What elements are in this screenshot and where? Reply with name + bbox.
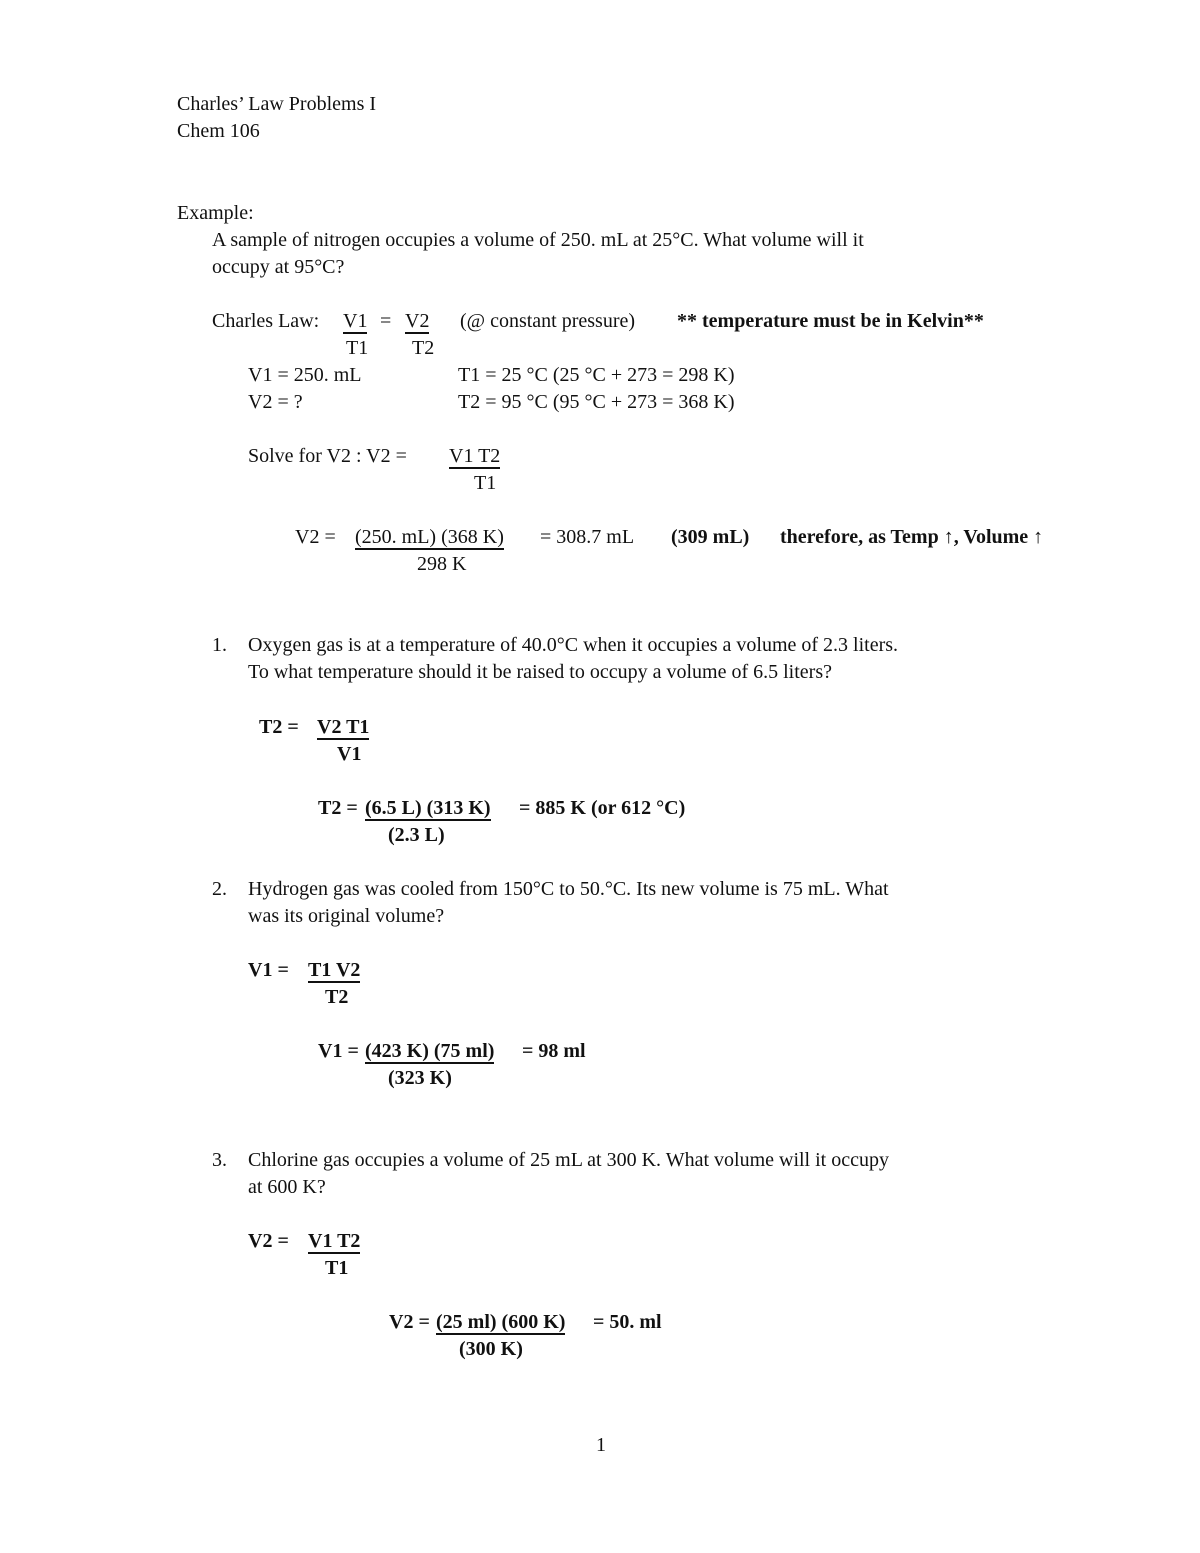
problem-1-text-line2: To what temperature should it be raised to occupy a volume of 6.5 liters? bbox=[248, 661, 832, 683]
given-v2: V2 = ? bbox=[248, 391, 303, 413]
law-constant-pressure-note: (@ constant pressure) bbox=[460, 310, 636, 332]
example-calc-lhs: V2 = bbox=[295, 526, 336, 548]
solve-for-label: Solve for V2 : V2 = bbox=[248, 445, 407, 467]
problem-2-calc-numerator: (423 K) (75 ml) bbox=[365, 1040, 495, 1062]
problem-1-formula-numerator: V2 T1 bbox=[317, 716, 370, 738]
problem-3-formula-lhs: V2 = bbox=[248, 1230, 289, 1252]
problem-1-text-line1: Oxygen gas is at a temperature of 40.0°C when it occupies a volume of 2.3 liters. bbox=[248, 634, 899, 656]
problem-3-calc-lhs: V2 = bbox=[389, 1311, 430, 1333]
problem-2-calc-lhs: V1 = bbox=[318, 1040, 359, 1062]
charles-law-label: Charles Law: bbox=[212, 310, 320, 332]
problem-2-text-line1: Hydrogen gas was cooled from 150°C to 50.°C. Its new volume is 75 mL. What bbox=[248, 878, 889, 900]
law-v2-numerator: V2 bbox=[405, 310, 430, 332]
problem-1-formula-denominator: V1 bbox=[337, 743, 362, 765]
law-v1-numerator: V1 bbox=[343, 310, 368, 332]
problem-1-calc-numerator: (6.5 L) (313 K) bbox=[365, 797, 491, 819]
solve-denominator: T1 bbox=[474, 472, 497, 494]
law-kelvin-warning: ** temperature must be in Kelvin** bbox=[677, 310, 984, 332]
document-title: Charles’ Law Problems I bbox=[177, 93, 377, 115]
problem-1-calc-lhs: T2 = bbox=[318, 797, 358, 819]
course-label: Chem 106 bbox=[177, 120, 260, 142]
problem-3-text-line1: Chlorine gas occupies a volume of 25 mL at 300 K. What volume will it occupy bbox=[248, 1149, 889, 1171]
problem-1-formula-lhs: T2 = bbox=[259, 716, 299, 738]
law-t1-denominator: T1 bbox=[346, 337, 369, 359]
given-v1: V1 = 250. mL bbox=[248, 364, 362, 386]
problem-3-formula-denominator: T1 bbox=[325, 1257, 349, 1279]
example-calc-denominator: 298 K bbox=[417, 553, 467, 575]
solve-numerator: V1 T2 bbox=[449, 445, 501, 467]
law-t2-denominator: T2 bbox=[412, 337, 435, 359]
problem-2-calc-result: = 98 ml bbox=[522, 1040, 586, 1062]
problem-1-calc-result: = 885 K (or 612 °C) bbox=[519, 797, 686, 819]
problem-2-calc-denominator: (323 K) bbox=[388, 1067, 452, 1089]
given-t2: T2 = 95 °C (95 °C + 273 = 368 K) bbox=[458, 391, 735, 413]
example-calc-rounded: (309 mL) bbox=[671, 526, 750, 548]
example-calc-result: = 308.7 mL bbox=[540, 526, 635, 548]
problem-3-number: 3. bbox=[212, 1149, 227, 1171]
problem-3-calc-numerator: (25 ml) (600 K) bbox=[436, 1311, 566, 1333]
example-conclusion: therefore, as Temp ↑, Volume ↑ bbox=[780, 526, 1044, 548]
example-calc-numerator: (250. mL) (368 K) bbox=[355, 526, 504, 548]
example-prompt-line1: A sample of nitrogen occupies a volume of 250. mL at 25°C. What volume will it bbox=[212, 229, 864, 251]
problem-2-formula-denominator: T2 bbox=[325, 986, 349, 1008]
problem-1-calc-denominator: (2.3 L) bbox=[388, 824, 445, 846]
problem-3-calc-denominator: (300 K) bbox=[459, 1338, 523, 1360]
given-t1: T1 = 25 °C (25 °C + 273 = 298 K) bbox=[458, 364, 735, 386]
law-equals: = bbox=[380, 310, 392, 332]
example-prompt-line2: occupy at 95°C? bbox=[212, 256, 345, 278]
example-label: Example: bbox=[177, 202, 254, 224]
page-number: 1 bbox=[596, 1434, 606, 1456]
problem-3-text-line2: at 600 K? bbox=[248, 1176, 326, 1198]
problem-2-text-line2: was its original volume? bbox=[248, 905, 445, 927]
problem-3-calc-result: = 50. ml bbox=[593, 1311, 662, 1333]
problem-3-formula-numerator: V1 T2 bbox=[308, 1230, 361, 1252]
problem-1-number: 1. bbox=[212, 634, 227, 656]
problem-2-formula-lhs: V1 = bbox=[248, 959, 289, 981]
problem-2-formula-numerator: T1 V2 bbox=[308, 959, 361, 981]
problem-2-number: 2. bbox=[212, 878, 227, 900]
